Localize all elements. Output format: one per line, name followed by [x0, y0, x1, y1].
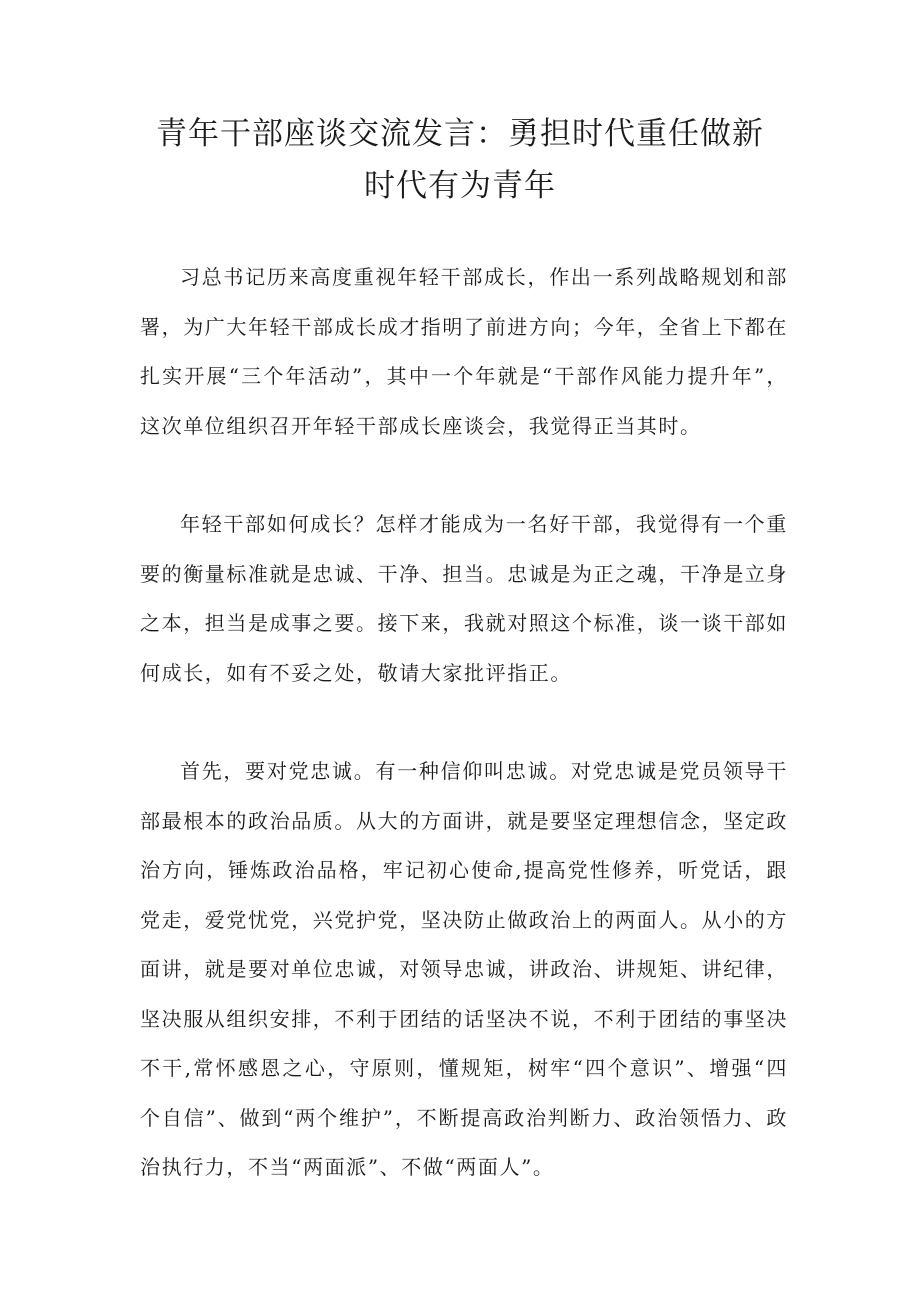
paragraph-intro: 习总书记历来高度重视年轻干部成长，作出一系列战略规划和部署，为广大年轻干部成长成才指明了前进方向；今年，全省上下都在扎实开展“三个年活动”，其中一个年就是“干部作风能力提升年”，这次单位组织召开年轻干部成长座谈会，我觉得正当其时。	[140, 265, 788, 438]
title-line-1: 青年干部座谈交流发言：勇担时代重任做新	[156, 116, 764, 152]
paragraph-loyalty: 首先，要对党忠诚。有一种信仰叫忠诚。对党忠诚是党员领导干部最根本的政治品质。从大的方面讲，就是要坚定理想信念，坚定政治方向，锤炼政治品格，牢记初心使命,提高党性修养，听党话，跟党走，爱党忧党，兴党护党，坚决防止做政治上的两面人。从小的方面讲，就是要对单位忠诚，对领导忠诚，讲政治、讲规矩、讲纪律，坚决服从组织安排，不利于团结的话坚决不说，不利于团结的事坚决不干,常怀感恩之心，守原则，懂规矩，树牢“四个意识”、增强“四个自信”、做到“两个维护”，不断提高政治判断力、政治领悟力、政治执行力，不当“两面派”、不做“两面人”。	[140, 759, 788, 1179]
document-title	[120, 108, 800, 212]
title-line-2: 时代有为青年	[364, 168, 556, 204]
document-body	[140, 253, 788, 1193]
paragraph-growth-standard: 年轻干部如何成长？怎样才能成为一名好干部，我觉得有一个重要的衡量标准就是忠诚、干净、担当。忠诚是为正之魂，干净是立身之本，担当是成事之要。接下来，我就对照这个标准，谈一谈干部如何成长，如有不妥之处，敬请大家批评指正。	[140, 512, 788, 685]
